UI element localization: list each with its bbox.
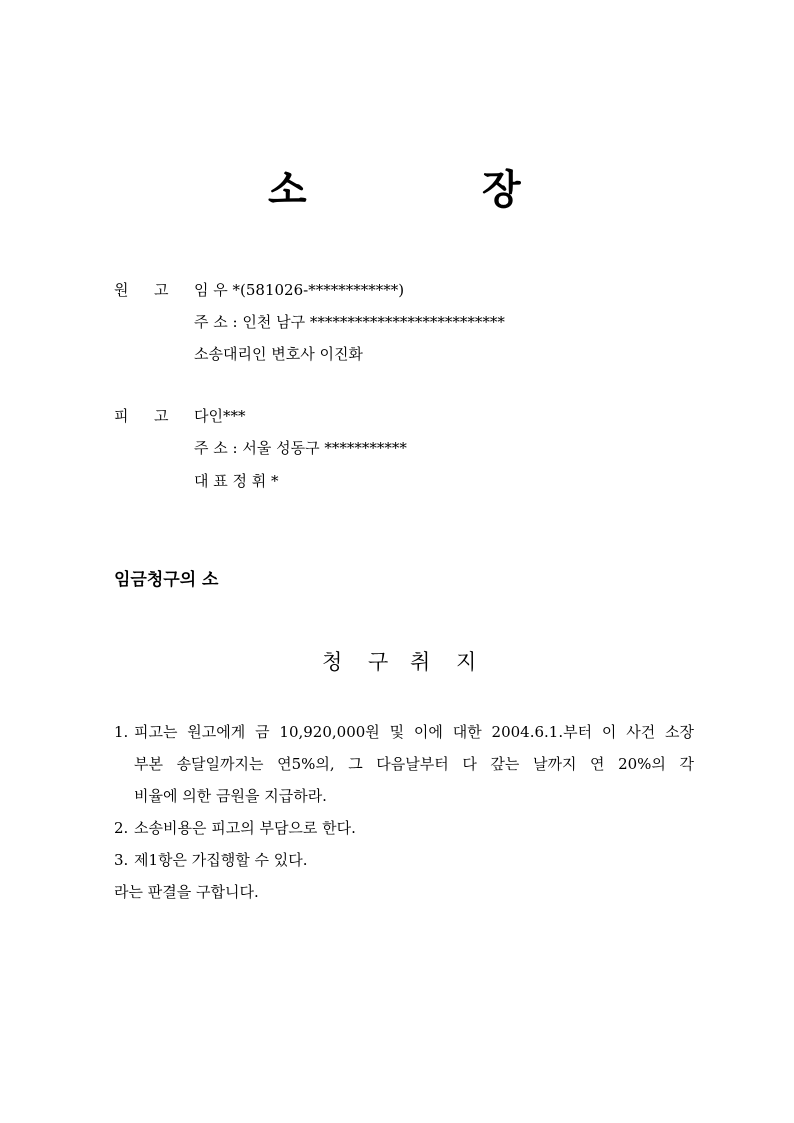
claim-title-char-4: 지: [456, 650, 477, 674]
defendant-name: 다인***: [194, 407, 246, 425]
claim-item-number: 1.: [114, 723, 129, 741]
defendant-representative: 대 표 정 휘 *: [194, 472, 279, 490]
claim-title-char-2: 구: [368, 650, 389, 674]
defendant-address: 주 소 : 서울 성동구 ***********: [194, 439, 407, 457]
plaintiff-address: 주 소 : 인천 남구 **************************: [194, 313, 505, 331]
claim-item-line: 부본 송달일까지는 연5%의, 그 다음날부터 다 갚는 날까지 연 20%의 각: [134, 755, 694, 773]
title-char-2: 장: [482, 166, 521, 213]
claim-section-title: [0, 648, 794, 676]
plaintiff-label-char-2: 고: [154, 281, 169, 299]
defendant-label-char-2: 고: [154, 407, 169, 425]
plaintiff-label-char-1: 원: [114, 281, 129, 299]
claim-item-number: 2.: [114, 819, 129, 837]
claim-item-line: 비율에 의한 금원을 지급하라.: [134, 787, 327, 805]
claim-item-number: 3.: [114, 851, 129, 869]
defendant-label-char-1: 피: [114, 407, 129, 425]
plaintiff-name: 임 우 *(581026-************): [194, 281, 405, 299]
claim-title-char-3: 취: [410, 650, 431, 674]
plaintiff-attorney: 소송대리인 변호사 이진화: [194, 345, 363, 363]
claim-closing: 라는 판결을 구합니다.: [114, 883, 259, 901]
claim-item-line: 피고는 원고에게 금 10,920,000원 및 이에 대한 2004.6.1.부터 이 사건 소장: [134, 723, 694, 741]
claim-item-line: 소송비용은 피고의 부담으로 한다.: [134, 819, 356, 837]
claim-title-char-1: 청: [322, 650, 343, 674]
case-name: 임금청구의 소: [114, 570, 219, 590]
title-char-1: 소: [268, 166, 307, 213]
document-title: [0, 160, 794, 220]
claim-item-line: 제1항은 가집행할 수 있다.: [134, 851, 308, 869]
